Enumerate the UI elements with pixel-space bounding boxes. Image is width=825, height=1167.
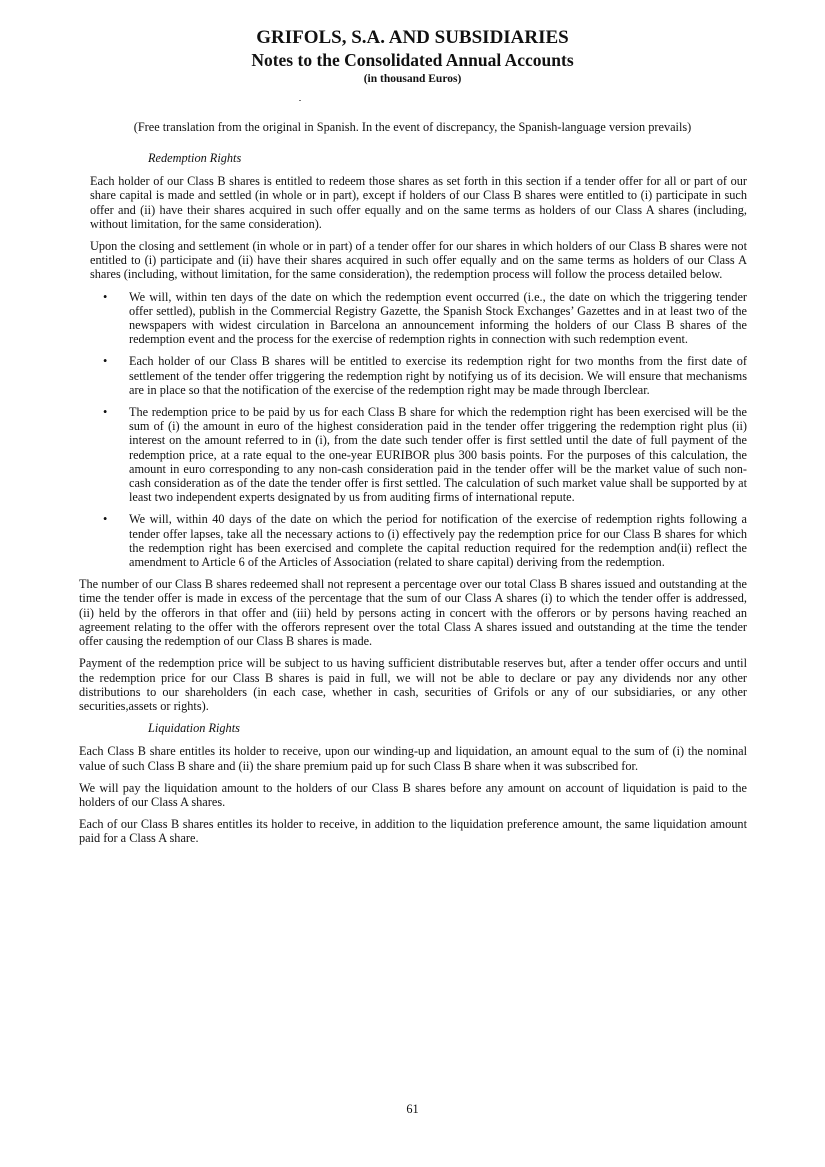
document-title: Notes to the Consolidated Annual Accounts — [251, 50, 574, 70]
list-item — [79, 512, 747, 569]
liquidation-rights-heading: Liquidation Rights — [148, 721, 240, 736]
company-name: GRIFOLS, S.A. AND SUBSIDIARIES — [256, 27, 569, 48]
redemption-paragraph-2: Upon the closing and settlement (in whole or in part) of a tender offer for our shares in which holders of our Class B shares were not entitled to (i) participate and (ii) have their shares acquired in such offer equally and on the same terms as holders of our Class A shares (including, without limitation, for the same consideration), the redemption process will follow the process detailed below. — [90, 239, 747, 282]
document-body — [79, 151, 747, 854]
redemption-paragraph-4: Payment of the redemption price will be subject to us having sufficient distributable reserves but, after a tender offer occurs and until the redemption price for our Class B shares is paid in full, we will not be able to declare or pay any dividends nor any other distributions to our shareholders (in each case, whether in cash, securities of Grifols or any of our subsidiaries, or any other securities,assets or rights). — [79, 656, 747, 713]
bullet-icon: • — [103, 405, 108, 420]
list-item — [79, 290, 747, 347]
redemption-paragraph-3: The number of our Class B shares redeemed shall not represent a percentage over our total Class B shares issued and outstanding at the time the tender offer is made in excess of the percentage that the sum of our Class A shares (i) to which the tender offer is addressed, (ii) held by the offerors in that offer and (iii) held by persons acting in concert with the offerors or by persons having reached an agreement relating to the offer with the offerors represent over the total Class A shares issued and outstanding at the time the tender offer causing the redemption of our Class B shares is made. — [79, 577, 747, 649]
redemption-rights-heading: Redemption Rights — [148, 151, 242, 165]
translation-note: (Free translation from the original in Spanish. In the event of discrepancy, the Spanish-language version prevails) — [133, 120, 692, 134]
redemption-process-list — [79, 290, 747, 570]
liquidation-paragraph-2: We will pay the liquidation amount to the holders of our Class B shares before any amount on account of liquidation is paid to the holders of our Class A shares. — [79, 780, 747, 809]
list-item — [79, 354, 747, 397]
bullet-icon: • — [103, 289, 108, 304]
liquidation-paragraph-3: Each of our Class B shares entitles its holder to receive, in addition to the liquidation preference amount, the same liquidation amount paid for a Class A share. — [79, 817, 747, 846]
list-item — [79, 405, 747, 504]
page-number: 61 — [406, 1102, 419, 1116]
liquidation-paragraph-1: Each Class B share entitles its holder to receive, upon our winding-up and liquidation, an amount equal to the sum of (i) the nominal value of such Class B share and (ii) the share premium paid up for such Class B share when it was subscribed for. — [79, 744, 747, 773]
bullet-icon: • — [103, 512, 108, 527]
redemption-paragraph-1: Each holder of our Class B shares is entitled to redeem those shares as set forth in this section if a tender offer for all or part of our share capital is made and settled (in whole or in part), except if holders of our Class B shares were entitled to (i) participate in such offer and (ii) have their shares acquired in such offer equally and on the same terms as holders of our Class A shares (including, without limitation, for the same consideration). — [90, 174, 747, 231]
list-item-text: Each holder of our Class B shares will be entitled to exercise its redemption right for two months from the first date of settlement of the tender offer triggering the redemption right by notifying us of its decision. We will ensure that mechanisms are in place so that the notification of the exercise of the redemption right may be made through Iberclear. — [129, 354, 747, 397]
list-item-text: We will, within ten days of the date on which the redemption event occurred (i.e., the date on which the triggering tender offer settled), publish in the Commercial Registry Gazette, the Spanish Stock Exchanges’ Gazettes and in at least two of the newspapers with widest circulation in Barcelona an announcement informing the holders of our Class B shares of the redemption event and the process for the exercise of redemption rights in connection with such redemption event. — [129, 289, 747, 347]
stray-mark — [299, 100, 301, 101]
page-header — [0, 26, 825, 87]
units-note: (in thousand Euros) — [363, 73, 462, 85]
list-item-text: The redemption price to be paid by us for each Class B share for which the redemption right has been exercised will be the sum of (i) the amount in euro of the highest consideration paid in the tender offer triggering the redemption right plus (ii) interest on the amount referred to in (i), from the date such tender offer is first settled until the date of full payment of the redemption price, at a rate equal to the one-year EURIBOR plus 300 basis points. For the purposes of this calculation, the amount in euro corresponding to any non-cash consideration paid in the tender offer will be the market value of such non-cash consideration as of the date the tender offer is first settled. The calculation of such market value shall be supported by at least two independent experts designated by us from auditing firms of international repute. — [129, 405, 747, 505]
bullet-icon: • — [103, 354, 108, 369]
list-item-text: We will, within 40 days of the date on which the period for notification of the exercise of redemption rights following a tender offer lapses, take all the necessary actions to (i) effectively pay the redemption price for our Class B shares for which the redemption right has been exercised and complete the capital reduction required for the redemption and(ii) reflect the amendment to Article 6 of the Articles of Association (related to share capital) deriving from the redemption. — [129, 512, 747, 570]
